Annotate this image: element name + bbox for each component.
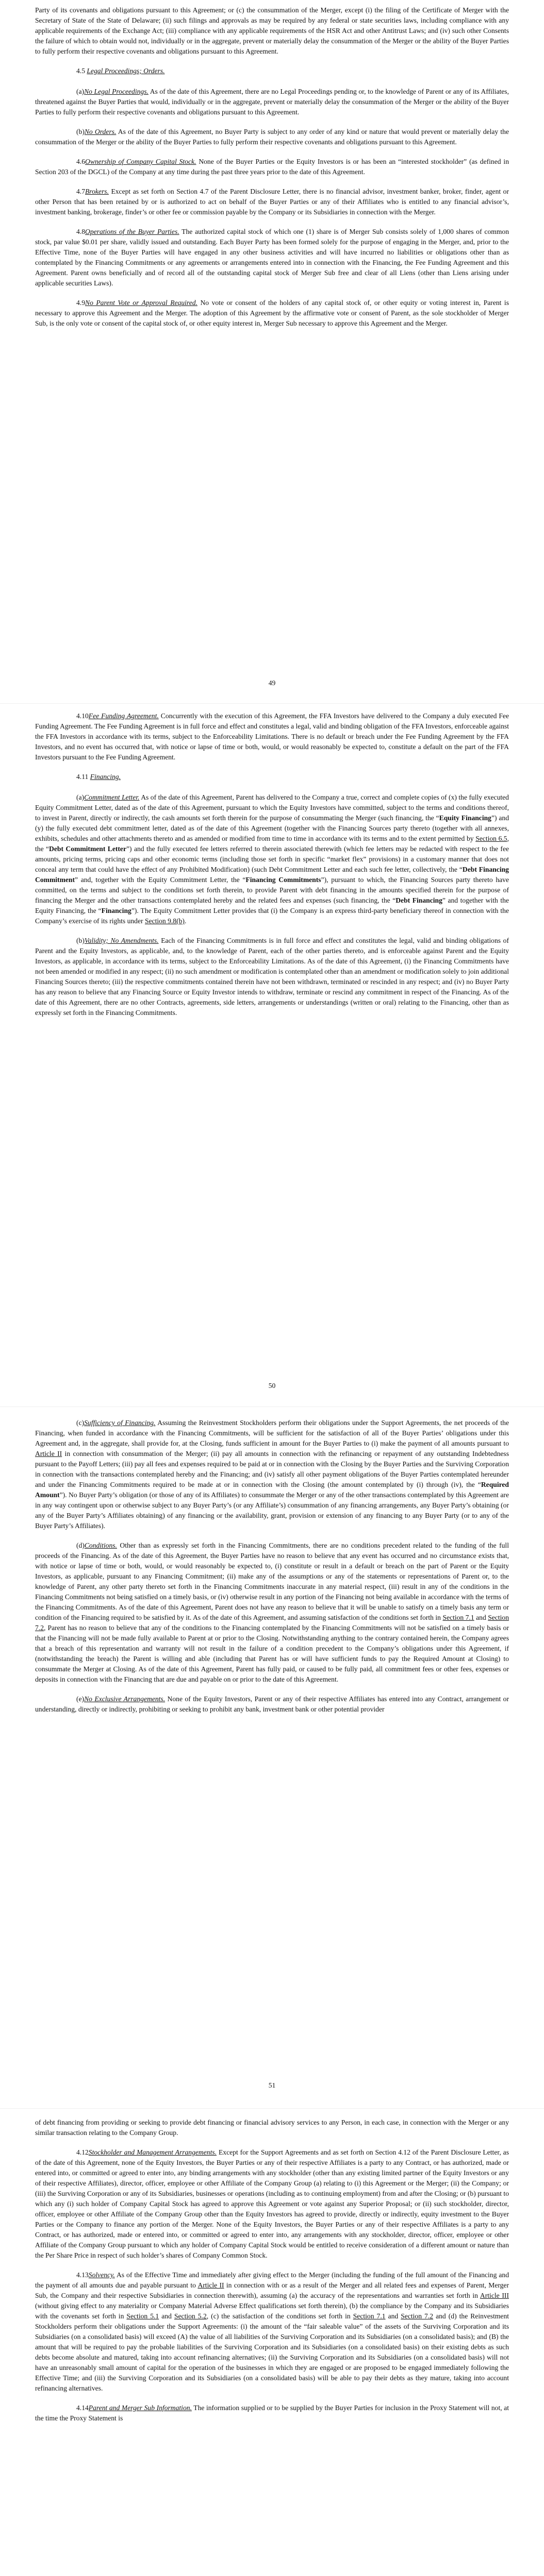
section-4-14: 4.14Parent and Merger Sub Information. The information supplied or to be supplied by the Buyer Parties for inclusion in the Proxy Statement will not, at the time the Proxy Statement is <box>35 2404 509 2422</box>
continued-paragraph: of debt financing from providing or seeking to provide debt financing or financial advisory services to any Person, in each case, in connection with the Merger or any similar transaction relating to the Company Group. <box>35 2119 509 2137</box>
page-divider <box>0 1406 544 1407</box>
page-number: 51 <box>268 2081 276 2089</box>
section-4-9: 4.9No Parent Vote or Approval Required. No vote or consent of the holders of any capital stock of, or other equity or voting interest in, Parent is necessary to approve this Agreement and the Merger. The adoption of this Agreement by the affirmative vote or consent of Parent, as the sole stockholder of Merger Sub, is the only vote or consent of the capital stock of, or other equity interest in, Merger Sub necessary to approve this Agreement and the Merger. <box>35 299 509 327</box>
page-number: 49 <box>268 679 276 687</box>
section-4-11-d: (d)Conditions. Other than as expressly set forth in the Financing Commitments, there are no conditions precedent related to the funding of the full proceeds of the Financing. As of the date of this Agreement, the Buyer Parties have no reason to believe that any event has occurred and no circumstance exists that, with notice or lapse of time or both, would, or would reasonably be expected to, (i) constitute or result in a default or breach on the part of Parent or the Equity Investors, as applicable, pursuant to any Financing Commitment; (ii) make any of the assumptions or any of the statements or representations of Parent or, to the knowledge of Parent, any other party thereto set forth in the Financing Commitments inaccurate in any material respect, (iii) result in any of the conditions in the Financing Commitments not being satisfied on a timely basis, or (iv) otherwise result in any portion of the Financing not being available in accordance with the terms of the Financing Commitments. As of the date of this Agreement, Parent does not have any reason to believe that it will be unable to satisfy on a timely basis any term or condition of the Financing required to be satisfied by it. As of the date of this Agreement, and assuming satisfaction of the conditions set forth in Section 7.1 and Section 7.2, Parent has no reason to believe that any of the conditions to the Financing contemplated by the Financing Commitments will not be satisfied on a timely basis or that the Financing will not be made fully available to Parent at or prior to the Closing. Notwithstanding anything to the contrary contained herein, the Company agrees that a breach of this representation and warranty will not result in the failure of a condition precedent to the Company’s obligations under this Agreement, if (notwithstanding the breach) the Parent is willing and able (including that Parent has or will have sufficient funds to pay the Required Amount at Closing) to consummate the Merger at Closing. As of the date of this Agreement, Parent has fully paid, or caused to be fully paid, all commitment fees or other fees, expenses or deposits in connection with the Financing that are due and payable on or prior to the date of this Agreement. <box>35 1541 509 1683</box>
section-4-11-a: (a)Commitment Letter. As of the date of this Agreement, Parent has delivered to the Company a true, correct and complete copies of (x) the fully executed Equity Commitment Letter, dated as of the date of this Agreement, pursuant to which the Equity Investors have committed, subject to the terms and conditions thereof, to invest in Parent, directly or indirectly, the cash amounts set forth therein for the purpose of consummating the Merger (such financing, the “Equity Financing”) and (y) the fully executed debt commitment letter, dated as of the date of this Agreement (together with the Financing Sources party thereto (together with all annexes, exhibits, schedules and other attachments thereto and as amended or modified from time to time in accordance with its terms and to the extent permitted by Section 6.5, the “Debt Commitment Letter”) and the fully executed fee letters referred to therein associated therewith (which fee letters may be redacted with respect to the fee amounts, pricing terms, pricing caps and other economic terms (including those set forth in specific “market flex” provisions) in a customary manner that does not conceal any term that could have the effect of any Prohibited Modification) (such Debt Commitment Letter and each such fee letter, collectively, the “Debt Financing Commitment” and, together with the Equity Commitment Letter, the “Financing Commitments”), pursuant to which, the Financing Sources party thereto have committed, on the terms and subject to the conditions set forth therein, to provide Parent with debt financing in the amounts specified therein for the purpose of financing the Merger and the other transactions contemplated hereby and the related fees and expenses (such financing, the “Debt Financing” and together with the Equity Financing, the “Financing”). The Equity Commitment Letter provides that (i) the Company is an express third-party beneficiary thereof in connection with the Company’s exercise of its rights under Section 9.8(b). <box>35 793 509 925</box>
section-4-11-c: (c)Sufficiency of Financing. Assuming the Reinvestment Stockholders perform their obligations under the Support Agreements, the net proceeds of the Financing, when funded in accordance with the Financing Commitments, will be sufficient for the satisfaction of all of the Buyer Parties’ obligations under this Agreement and, in the aggregate, shall provide for, at the Closing, funds sufficient in amount for the Buyer Parties to (i) make the payment of all amounts pursuant to Article II in connection with consummation of the Merger; (ii) pay all amounts in connection with the refinancing or repayment of any outstanding Indebtedness pursuant to the Payoff Letters; (iii) pay all fees and expenses required to be paid at or in connection with the Closing by the Buyer Parties and the Surviving Corporation in connection with the transactions contemplated hereby and the Financing; and (iv) satisfy all other payment obligations of the Buyer Parties contemplated hereunder and under the Financing Commitments required to be made at or in connection with the Closing (the amount contemplated by (i) through (iv), the “Required Amount”). No Buyer Party’s obligation (or those of any of its Affiliates) to consummate the Merger or any of the other transactions contemplated by this Agreement are in any way contingent upon or otherwise subject to any Buyer Party’s (or any Affiliate’s) consummation of any financing arrangements, any Buyer Party’s obtaining (or any of the Buyer Party’s Affiliates obtaining) of any financing or the availability, grant, provision or extension of any financing to any Buyer Party (or to any of the Buyer Party’s Affiliates). <box>35 1419 509 1530</box>
section-4-6: 4.6Ownership of Company Capital Stock. None of the Buyer Parties or the Equity Investors is or has been an “interested stockholder” (as defined in Section 203 of the DGCL) of the Company at any time during the past three years prior to the date of this Agreement. <box>35 158 509 176</box>
section-4-12: 4.12Stockholder and Management Arrangements. Except for the Support Agreements and as set forth on Section 4.12 of the Parent Disclosure Letter, as of the date of this Agreement, none of the Equity Investors, the Buyer Parties or any of their respective Affiliates is a party to any Contract, or has authorized, made or entered into, or committed or agreed to enter into, any binding arrangements with any stockholder (other than any existing limited partner of the Equity Investors or any of their respective Affiliates), director, officer, employee or other Affiliate of the Company Group (a) relating to (i) this Agreement or the Merger; (ii) the Company; or (iii) the Surviving Corporation or any of its Subsidiaries, businesses or operations (including as to continuing employment) from and after the Closing; or (b) pursuant to which any (i) such holder of Company Capital Stock has agreed to approve this Agreement or vote against any Superior Proposal; or (ii) such stockholder, director, officer, employee or other Affiliate of the Company Group other than the Equity Investors has agreed to provide, directly or indirectly, equity investment to the Buyer Parties or the Company to finance any portion of the Merger. None of the Equity Investors, the Buyer Parties or any of their respective Affiliates is a party to any Contract, or has authorized, made or entered into, or committed or agreed to enter into, any arrangements with any stockholder, director, officer, employee or other Affiliate of the Company Group pursuant to which any holder of Company Capital Stock would be entitled to receive consideration of a different amount or nature than the Per Share Price in respect of such holder’s shares of Company Common Stock. <box>35 2148 509 2259</box>
section-4-7: 4.7Brokers. Except as set forth on Section 4.7 of the Parent Disclosure Letter, there is no financial advisor, investment banker, broker, finder, agent or other Person that has been retained by or is authorized to act on behalf of the Buyer Parties or any of their Affiliates who is entitled to any financial advisor’s, investment banking, brokerage, finder’s or other fee or commission payable by the Company or its Subsidiaries in connection with the Merger. <box>35 188 509 216</box>
page-49 <box>0 5 544 338</box>
page-50 <box>0 711 544 1027</box>
section-4-8: 4.8Operations of the Buyer Parties. The authorized capital stock of which one (1) share is of Merger Sub consists solely of 1,000 shares of common stock, par value $0.01 per share, validly issued and outstanding. Each Buyer Party has been formed solely for the purpose of engaging in the Merger, and, prior to the Effective Time, none of the Buyer Parties will have engaged in any other business activities and will have incurred no liabilities or obligations other than as contemplated by the Financing Commitments or any agreements or arrangements entered into in connection with the Financing, the Fee Funding Agreement and this Agreement. Parent owns beneficially and of record all of the outstanding capital stock of Merger Sub free and clear of all Liens (other than Liens arising under applicable securities Laws). <box>35 228 509 287</box>
section-4-11-e: (e)No Exclusive Arrangements. None of the Equity Investors, Parent or any of their respective Affiliates has entered into any Contract, arrangement or understanding, directly or indirectly, prohibiting or seeking to prohibit any bank, investment bank or other potential provider <box>35 1695 509 1713</box>
section-4-10: 4.10Fee Funding Agreement. Concurrently with the execution of this Agreement, the FFA Investors have delivered to the Company a duly executed Fee Funding Agreement. The Fee Funding Agreement is in full force and effect and constitutes a legal, valid and binding obligation of the FFA Investors, enforceable against the FFA Investors in accordance with its terms, subject to the Enforceability Limitations. There is no default or breach under the Fee Funding Agreement by the FFA Investors, and no event has occurred that, with notice or lapse of time or both, would, or would reasonably be expected to, constitute a default on the part of the FFA Investors pursuant to the Fee Funding Agreement. <box>35 712 509 761</box>
page-divider <box>0 2108 544 2109</box>
section-4-11-b: (b)Validity; No Amendments. Each of the Financing Commitments is in full force and effect and constitutes the legal, valid and binding obligations of Parent and the Equity Investors, as applicable, and, to the knowledge of Parent, each of the other parties thereto, and is enforceable against Parent and the Equity Investors, as applicable, in accordance with its terms, subject to the Enforceability Limitations. As of the date of this Agreement, (i) the Financing Commitments have not been amended or modified in any respect; (ii) no such amendment or modification is contemplated other than an amendment or modification solely to join additional Financing Sources thereto; (iii) the respective commitments contained therein have not been withdrawn, terminated or rescinded in any respect; and (iv) no Buyer Party has any reason to believe that any Financing Source or Equity Investor intends to withdraw, terminate or rescind any commitment in respect of the Financing. As of the date of this Agreement, there are no other Contracts, agreements, side letters, arrangements or understandings (written or oral) relating to the Financing, other than as expressly set forth in the Financing Commitments. <box>35 937 509 1016</box>
section-4-11-heading: 4.11 Financing. <box>76 773 121 781</box>
section-4-13: 4.13Solvency. As of the Effective Time and immediately after giving effect to the Merger (including the funding of the full amount of the Financing and the payment of all amounts due and payable pursuant to Article II in connection with or as a result of the Merger and all related fees and expenses of Parent, Merger Sub, the Company and their respective Subsidiaries in connection therewith), assuming (a) the accuracy of the representations and warranties set forth in Article III (without giving effect to any materiality or Company Material Adverse Effect qualifications set forth therein), (b) the compliance by the Company and its Subsidiaries with the covenants set forth in Section 5.1 and Section 5.2, (c) the satisfaction of the conditions set forth in Section 7.1 and Section 7.2 and (d) the Reinvestment Stockholders perform their obligations under the Support Agreements: (i) the amount of the “fair saleable value” of the assets of the Surviving Corporation and its Subsidiaries (on a consolidated basis) will exceed (A) the value of all liabilities of the Surviving Corporation and its Subsidiaries (on a consolidated basis); and (B) the amount that will be required to pay the probable liabilities of the Surviving Corporation and its Subsidiaries (on a consolidated basis) on their existing debts as such debts become absolute and matured, taking into account refinancing alternatives; (ii) the Surviving Corporation and its Subsidiaries (on a consolidated basis) will not have an unreasonably small amount of capital for the operation of the businesses in which they are engaged or are proposed to be engaged immediately following the Effective Time; and (iii) the Surviving Corporation and its Subsidiaries (on a consolidated basis) will be able to pay their debts as they mature, taking into account refinancing alternatives. <box>35 2271 509 2392</box>
section-4-5-a: (a)No Legal Proceedings. As of the date of this Agreement, there are no Legal Proceedings pending or, to the knowledge of Parent or any of its Affiliates, threatened against the Buyer Parties that would, individually or in the aggregate, prevent or materially delay the consummation of the Merger or the ability of the Buyer Parties to fully perform their respective covenants and obligations pursuant to this Agreement. <box>35 88 509 116</box>
section-4-5-b: (b)No Orders. As of the date of this Agreement, no Buyer Party is subject to any order of any kind or nature that would prevent or materially delay the consummation of the Merger or the ability of the Buyer Parties to fully perform their respective covenants and obligations pursuant to this Agreement. <box>35 128 509 146</box>
continued-paragraph: Party of its covenants and obligations pursuant to this Agreement; or (c) the consummation of the Merger, except (i) the filing of the Certificate of Merger with the Secretary of State of the State of Delaware; (ii) such filings and approvals as may be required by any federal or state securities laws, including compliance with any applicable requirements of the Exchange Act; (iii) compliance with any applicable requirements of the HSR Act and other Antitrust Laws; and (iv) such other Consents the failure of which to obtain would not, individually or in the aggregate, prevent or materially delay the consummation of the Merger or the ability of the Buyer Parties to fully perform their respective covenants and obligations pursuant to this Agreement. <box>35 6 509 55</box>
page-52 <box>0 2117 544 2433</box>
section-4-5-heading: 4.5 Legal Proceedings; Orders. <box>76 67 165 75</box>
page-51 <box>0 1418 544 1724</box>
page-divider <box>0 703 544 704</box>
page-number: 50 <box>268 1382 276 1389</box>
